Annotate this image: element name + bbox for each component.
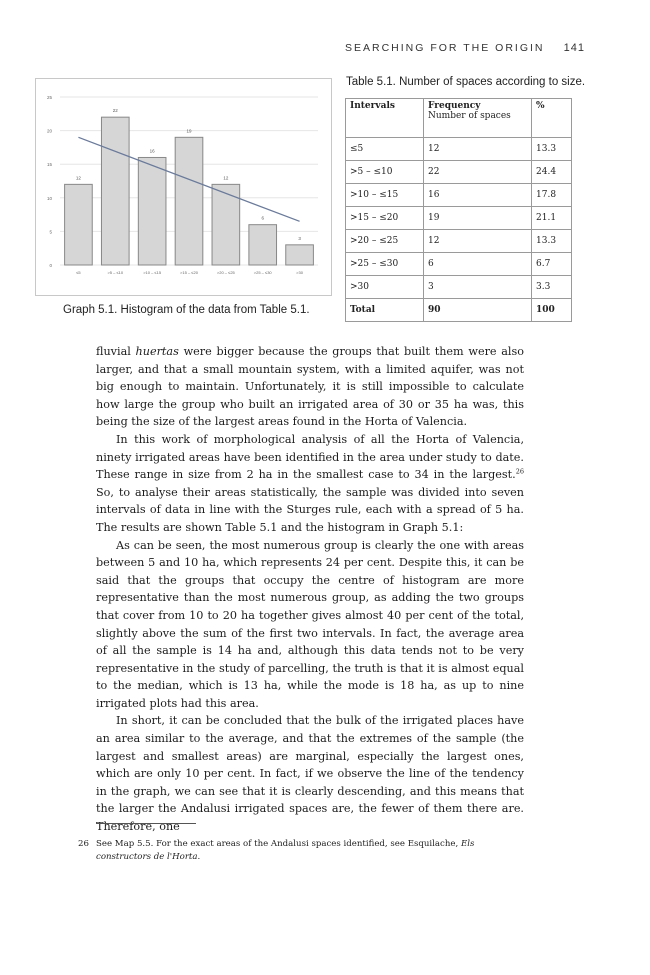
cell-interval: ≤5 [346,138,424,161]
footnote-number: 26 [78,839,89,849]
footnote-rule [96,823,196,824]
table-row [346,207,572,230]
cell-interval: >5 – ≤10 [346,161,424,184]
x-tick-label: >5 – ≤10 [107,270,124,275]
bar-value-label: 22 [112,108,118,114]
bar-value-label: 12 [223,175,229,181]
text-run: fluvial [96,345,136,358]
text-run: . [197,852,201,862]
table-row [346,276,572,299]
x-tick-label: >30 [296,270,303,275]
paragraph: As can be seen, the most numerous group is clearly the one with areas between 5 and 10 ha, which represents 24 per cent. Despite this, it can be said that the groups that occupy the centre of histogram are more representative than the most numerous group, as adding the two groups that cover from 10 to 20 ha together gives almost 40 per cent of the total, slightly above the sum of the first two intervals. In fact, the average area of all the sample is 14 ha and, although this data tends not to be very representative in the study of parcelling, the truth is that it is almost equal to the median, which is 13 ha, while the mode is 18 ha, as up to nine irrigated plots had this area. [96,538,524,710]
page-number: 141 [563,42,585,54]
footnote-ref[interactable]: 26 [515,467,524,476]
x-tick-label: ≤5 [76,270,81,275]
paragraph: In short, it can be concluded that the bulk of the irrigated places have an area similar to the average, and that the extremes of the sample (the largest and smallest areas) are marginal, especially the largest ones, which are only 10 per cent. In fact, if we observe the line of the tendency in the graph, we can see that it is clearly descending, and this means that the larger the Andalusi irrigated spaces are, the fewer of them there are. Therefore, one [96,714,524,834]
cell-frequency: 12 [424,230,532,253]
y-tick-label: 10 [46,195,52,201]
cell-percent: 13.3 [532,230,572,253]
y-tick-label: 25 [46,95,52,100]
cell-percent: 3.3 [532,276,572,299]
running-head [345,42,585,54]
histogram-bar [175,137,203,265]
frequency-table [345,98,572,322]
bar-value-label: 12 [75,175,81,181]
x-tick-label: >20 – ≤25 [216,270,235,275]
cell-interval: >30 [346,276,424,299]
cell-percent: 24.4 [532,161,572,184]
table-row [346,230,572,253]
cell-frequency: 19 [424,207,532,230]
cell-interval: >25 – ≤30 [346,253,424,276]
bar-value-label: 3 [298,235,301,241]
header-percent: % [532,99,572,138]
italic-term: huertas [135,345,179,358]
text-run: See Map 5.5. For the exact areas of the Andalusi spaces identified, see Esquilache, [96,839,461,849]
cell-percent: 13.3 [532,138,572,161]
cell-interval: >10 – ≤15 [346,184,424,207]
table-row [346,184,572,207]
cell-percent: 6.7 [532,253,572,276]
text-run: So, to analyse their areas statistically, the sample was divided into seven intervals of data in line with the Sturges rule, each with a spread of 5 ha. The results are shown Table 5.1 and the histogram in Graph 5.1: [96,485,524,534]
header-frequency-sub: Number of spaces [428,111,511,121]
cell-interval: >15 – ≤20 [346,207,424,230]
text-run: In this work of morphological analysis of all the Horta of Valencia, ninety irrigated areas have been identified in the area under study to date. These range in size from 2 ha in the smallest case to 34 in the largest. [96,432,524,482]
histogram-bar [101,117,129,265]
cell-percent: 17.8 [532,184,572,207]
cell-percent: 21.1 [532,207,572,230]
x-tick-label: >25 – ≤30 [253,270,272,275]
italic-title: Els constructors de l'Horta [96,839,475,862]
text-run: were bigger because the groups that built them were also larger, and that a small mountain system, with a limited aquifer, was not big enough to maintain. Unfortunately, it is still impossible to calculate how large the group who built an irrigated area of 30 or 35 ha was, this being the size of the largest areas found in the Horta of Valencia. [96,345,524,429]
cell-frequency: 6 [424,253,532,276]
bar-value-label: 6 [261,215,264,221]
table-header-row [346,99,572,138]
x-tick-label: >10 – ≤15 [143,270,162,275]
histogram-bar [65,184,93,265]
table-row [346,161,572,184]
paragraph [96,431,524,537]
footnote-body [96,838,518,864]
total-label: Total [346,299,424,322]
histogram-bar [138,157,166,265]
paragraph [96,343,524,431]
cell-frequency: 3 [424,276,532,299]
y-tick-label: 5 [49,229,52,235]
histogram-bar [286,245,314,265]
body-text [96,343,524,836]
y-tick-label: 15 [46,162,52,168]
table-caption: Table 5.1. Number of spaces according to size. [346,76,586,88]
table-row [346,253,572,276]
histogram-chart [35,78,332,296]
total-frequency: 90 [424,299,532,322]
graph-caption: Graph 5.1. Histogram of the data from Table 5.1. [63,304,310,316]
total-percent: 100 [532,299,572,322]
header-frequency-label: Frequency [428,101,481,111]
table-row [346,138,572,161]
y-tick-label: 20 [46,128,52,134]
header-frequency [424,99,532,138]
header-intervals: Intervals [346,99,424,138]
bar-value-label: 16 [149,148,155,154]
running-head-title: SEARCHING FOR THE ORIGIN [345,42,545,54]
table-total-row [346,299,572,322]
cell-frequency: 12 [424,138,532,161]
cell-interval: >20 – ≤25 [346,230,424,253]
footnote [78,838,518,864]
cell-frequency: 22 [424,161,532,184]
x-tick-label: >15 – ≤20 [180,270,198,275]
histogram-bar [249,225,277,265]
cell-frequency: 16 [424,184,532,207]
bar-value-label: 19 [186,128,192,134]
y-tick-label: 0 [49,263,52,268]
histogram-svg [36,79,331,295]
